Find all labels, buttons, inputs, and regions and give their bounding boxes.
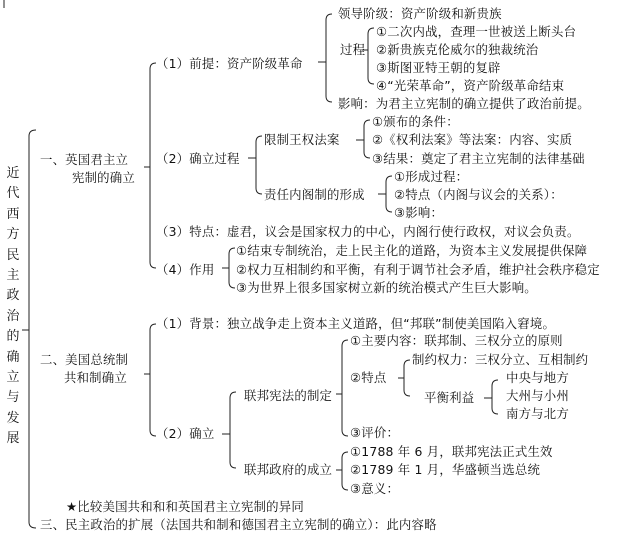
cabinet-item: ①形成过程： [394, 169, 469, 184]
sec2-p2-label: （2）确立 [156, 426, 215, 441]
title-char: 与 [6, 390, 20, 406]
title-char: 立 [6, 370, 20, 386]
title-char: 代 [6, 186, 20, 202]
sec2-label-line1: 二、美国总统制 [40, 352, 129, 367]
process-item: ④“光荣革命”，资产阶级革命结束 [376, 78, 565, 93]
sec2-label-line2: 共和制确立 [64, 370, 127, 385]
cabinet-brace [378, 176, 392, 212]
title-char: 展 [6, 431, 20, 447]
title-char: 方 [6, 227, 20, 243]
sec2-p1: （1）背景：独立战争走上资本主义道路，但“邦联”制使美国陷入窘境。 [156, 316, 556, 331]
government-item: ③意义： [350, 481, 400, 496]
balance-item: 中央与地方 [506, 370, 569, 385]
title-char: 的 [6, 329, 20, 345]
government-label: 联邦政府的成立 [244, 462, 333, 477]
constitution-item3: ③评价： [350, 425, 400, 440]
p2-establish-brace [222, 392, 236, 468]
balance-brace [484, 380, 498, 414]
p4-brace [222, 248, 235, 288]
government-item: ②1789 年 1 月，华盛顿当选总统 [350, 462, 541, 477]
title-char: 政 [6, 288, 20, 304]
root-brace [22, 130, 36, 528]
sec1-p1-label: （1）前提：资产阶级革命 [156, 56, 303, 71]
balance-item: 大州与小州 [506, 388, 569, 403]
effect-item: ③为世界上很多国家树立新的统治模式产生巨大影响。 [236, 280, 537, 295]
effect-item: ①结束专制统治，走上民主化的道路，为资本主义发展提供保障 [236, 243, 588, 258]
limit-item: ①颁布的条件： [372, 114, 459, 129]
sec1-p1-process-label: 过程 [340, 42, 366, 57]
process-item: ②新贵族克伦威尔的独裁统治 [376, 42, 539, 57]
cabinet-item: ③影响： [394, 205, 444, 220]
limit-brace [356, 120, 370, 158]
sec1-p2-label: （2）确立过程 [156, 151, 240, 166]
p1-brace [318, 14, 332, 102]
features-brace [398, 360, 410, 396]
limit-label: 限制王权法案 [264, 132, 340, 147]
limit-item: ③结果：奠定了君主立宪制的法律基础 [372, 151, 585, 166]
cabinet-label: 责任内阁制的形成 [264, 187, 365, 202]
balance-item: 南方与北方 [506, 406, 569, 421]
constitution-brace [336, 340, 348, 436]
title-vertical [4, 164, 22, 450]
title-char: 西 [6, 206, 20, 222]
sec1-p1-leader: 领导阶级：资产阶级和新贵族 [338, 6, 502, 21]
p2-brace [248, 136, 262, 194]
title-char: 近 [6, 166, 20, 181]
title-char: 主 [6, 268, 20, 284]
sec1-label-line1: 一、英国君主立 [40, 152, 129, 167]
sec1-p3: （3）特点：虚君，议会是国家权力的中心，内阁行使行政权，对议会负责。 [156, 224, 580, 239]
sec1-brace [144, 63, 156, 268]
effect-item: ②权力互相制约和平衡，有利于调节社会矛盾，维护社会秩序稳定 [236, 262, 600, 277]
sec1-p4-label: （4）作用 [156, 262, 215, 277]
government-brace [336, 452, 348, 490]
sec1-label-line2: 宪制的确立 [72, 170, 135, 185]
compare-note: ★比较美国共和和和英国君主立宪制的异同 [66, 499, 304, 514]
constitution-label: 联邦宪法的制定 [244, 388, 333, 403]
limit-item: ②《权利法案》等法案：内容、实质 [372, 132, 573, 147]
title-char: 治 [6, 308, 20, 324]
sec2-brace [144, 324, 156, 436]
checks-text: 制约权力：三权分立、互相制约 [412, 352, 589, 367]
process-item: ③斯图亚特王朝的复辟 [376, 60, 501, 75]
balance-label: 平衡利益 [424, 390, 475, 405]
sec1-p1-influence: 影响：为君主立宪制的确立提供了政治前提。 [338, 96, 590, 111]
title-char: 民 [6, 247, 20, 263]
government-item: ①1788 年 6 月，联邦宪法正式生效 [350, 444, 553, 459]
constitution-item1: ①主要内容：联邦制、三权分立的原则 [350, 333, 563, 348]
process-item: ①二次内战，查理一世被送上断头台 [376, 24, 577, 39]
cabinet-item: ②特点（内阁与议会的关系）： [394, 187, 563, 202]
constitution-item2: ②特点 [350, 370, 387, 385]
title-char: 确 [6, 349, 20, 365]
sec3-label: 三、民主政治的扩展（法国共和制和德国君主立宪制的确立）：此内容略 [40, 517, 437, 532]
title-char: 发 [6, 410, 20, 426]
